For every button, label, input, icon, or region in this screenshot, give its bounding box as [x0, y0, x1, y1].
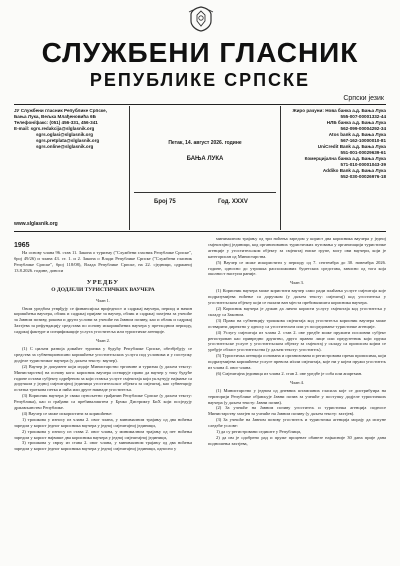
paragraph: (3) За учешће на Јавном позиву угоститељ и туристичка агенција морају да испуне следеће услове:	[208, 417, 386, 429]
paragraph: 2) трошкова у износу из става 2. овог члана, у минималном трајању од пет ноћења заредом у корист највише два корисника ваучера у једној смјештајној јединици,	[14, 428, 192, 440]
bank-accounts	[284, 108, 386, 180]
bank-account-line: Addiko Bank а.д. Бања Лука	[322, 168, 386, 173]
issue-year: Год. XXXV	[218, 199, 248, 205]
coat-of-arms-icon	[187, 6, 215, 32]
paragraph: (2) За учешће на Јавном позиву угоститељ и туристичка агенција подносе Министарству захтјев за учешће на Јавном позиву (у даљем тексту: захтјев).	[208, 405, 386, 417]
publisher-line: Бања Лука, Вељка Млађеновића 6Б	[14, 114, 96, 119]
issue-number-row	[134, 192, 276, 205]
right-column-body	[208, 236, 386, 447]
paragraph: (1) Министарство у једном од дневних штампаних гласила које се дистрибуира на територији Републике објављује Јавни позив за учешће у поступку додјеле туристичких ваучера (у даљем тексту: Јавни позив).	[208, 387, 386, 405]
paragraph: (5) Туристичка агенција основана и организована и регистрована према прописима, који подразумијева коришћење услуге превоза и/или смјештаја, које ни у којем пружи угоститељ из члана 4. овог члана.	[208, 353, 386, 371]
article-heading: Члан 1.	[95, 297, 111, 303]
bank-account-line: UniCredit Bank а.д. Бања Лука	[317, 144, 386, 149]
article-heading: Члан 2.	[95, 338, 111, 344]
paragraph: минималном трајању од три ноћења заредом у корист два корисника ваучера у једној смјештајној јединици, код организованих туристичких путовања у организацији туристичке агенције у угоститељском објекту за смјештај ниске групе, могу ови ваучери, који је категорисан од Министарства.	[208, 236, 386, 259]
left-column-body	[14, 298, 192, 453]
article-heading: Члан 3.	[289, 280, 305, 286]
issue-date: Петак, 14. август 2026. године	[168, 140, 242, 146]
paragraph: (2) Корисник ваучера је дужан да лично користи услугу смјештаја код угоститеља у складу са Законом.	[208, 305, 386, 317]
publisher-email[interactable]: sgrs.oglasi@slglasnik.org	[36, 132, 94, 137]
paragraph: (1) Корисник ваучера може користити ваучер само ради плаћања услуге смјештаја које подразумијева ноћење са доручком (у даљем тексту: смјештај) код угоститеља у угоститељском објекту који се налази ван мјеста пребивалишта корисника ваучера.	[208, 288, 386, 306]
language-label: Српски језик	[343, 95, 384, 102]
publisher-line: Телефон/факс: (051) 456-331, 456-341	[14, 120, 98, 125]
paragraph: Овом уредбом утврђују се финансијска вриједност и садржај ваучера, период и начин коришћења ваучера, облик и садржај пријаве за ваучер, облик и садржај захтјева за учешће за Јавном позиву, рокови и други услови за учешће на Јавном позиву, као и облик и садржај Захтјева за рефундацију средстава по основу искоришћених ваучера у претходном периоду, садржај фактуре и спецификације услуга угоститеља или туристичке агенције.	[14, 305, 192, 335]
paragraph: 1) да су регистровани седиште у Републици,	[216, 429, 302, 435]
paragraph: (5) Ваучер се може искористити у периоду од 7. септембра до 30. новембра 2026. године, односно до утрошка расположивих буџетских средстава, зависно од тога која околност наступи раније.	[208, 259, 386, 277]
gazette-title: СЛУЖБЕНИ ГЛАСНИК	[41, 37, 359, 68]
publisher-info	[14, 108, 126, 150]
gazette-subtitle: РЕПУБЛИКЕ СРПСКЕ	[89, 70, 311, 90]
bank-account-line: НЛБ банка а.д. Бања Лука	[326, 120, 386, 125]
publisher-email[interactable]: sgrs.online@slglasnik.org	[36, 144, 94, 149]
document-subtitle: О ДОДЈЕЛИ ТУРИСТИЧКИХ ВАУЧЕРА	[51, 286, 155, 293]
bank-account-line: Комерцијална банка а.д. Бања Лука	[304, 156, 386, 161]
document-preamble: На основу члана 96. став 11. Закона о туризму ("Службени гласник Републике Српске", број 49/26) и члана 43. ст. 1. и 2. Закона о Влади Републике Српске ("Службени гласник Републике Српске", број 118/08), Влада Републике Српске, на 22. сједници, одржаној 13.8.2026. године, доноси	[14, 250, 192, 273]
publisher-email[interactable]: sgrs.pretplata@slglasnik.org	[36, 138, 100, 143]
issue-city: БАЊА ЛУКА	[186, 156, 224, 162]
paragraph: 3) трошкова у сврху из става 2. овог члана, у минималном трајању од два ноћења заредом у корист једног корисника ваучера у једној смјештајној јединици, односно у	[14, 440, 192, 452]
left-column	[14, 250, 192, 452]
bank-account-line: 562-099-00004292-34	[340, 126, 386, 131]
paragraph: (3) Право на субвенцију трошкова смјештаја код угоститеља корисник ваучера може остварити директно у односу са угоститељем или уз посредовање туристичке агенције.	[208, 317, 386, 329]
paragraph: (4) Ваучер се може искористити за коришћење:	[22, 410, 113, 416]
bank-account-line: 555-007-00001332-44	[340, 114, 386, 119]
masthead-top-rule	[14, 104, 386, 105]
bank-account-line: Жиро рачуни: Нова банка а.д. Бања Лука	[292, 108, 386, 113]
paragraph: (6) Смјештајна јединица из члана 2. став 2. ове уредбе је соба или апартман.	[216, 370, 363, 376]
website-link[interactable]: www.slglasnik.org	[14, 221, 58, 227]
bank-account-line: 551-001-00029639-61	[340, 150, 386, 155]
paragraph: (3) Корисник ваучера је свако пунољетно грађанин Републике Српске (у даљем тексту: Република), као и грађани са пребивалиштем у Брчко Дистрикту БиХ који посједују држављанство Републике.	[14, 393, 192, 411]
paragraph: (2) Ваучер је документ који издаје Министарство трговине и туризма (у даљем тексту: Министарство) на основу кога: корисник ваучера остварује право да ваучер у току будуће године остави субјекту одређеном за који ставља услуге смјештаја који укључују најмање са доручком у једној смјештајној јединици угоститељског објекта за смјештај, као субвенцију остатка троткова петка и пића или друге накнаде угоститеља.	[14, 363, 192, 393]
issue-info	[129, 106, 281, 230]
paragraph: (4) Услугу смјештаја из члана 2. став 2. ове уредбе може пружити пословни субјект регистрован као привредно друштво, друго правно лице или предузетник који пружа угоститељске услуге у угоститељском објекту за смјештај у складу са прописом којим се уређује област угоститељства (у даљем тексту: угоститељ).	[208, 329, 386, 353]
paragraph: 2) да им је одобрено рад и пруже проценат обавезе најкасније 30 дана прије дана подношења захтјева,	[208, 435, 386, 446]
issue-number: Број 75	[154, 199, 176, 205]
bank-account-line: 571-010-00001043-39	[340, 162, 386, 167]
bank-account-line: 552-030-00026976-18	[340, 174, 386, 179]
bank-account-line: 567-162-10000010-81	[340, 138, 386, 143]
paragraph: 1) трошкова у износу из члана 2. овог члана, у минималном трајању од два ноћења заредом у корист једног корисника ваучера у једној смјештајној јединици,	[14, 416, 192, 428]
masthead-bottom-rule	[14, 231, 386, 232]
article-heading: Члан 4.	[289, 379, 305, 385]
right-column	[208, 236, 386, 447]
publisher-email[interactable]: E-mail: sgrs.redakcija@slglasnik.org	[14, 126, 95, 131]
document-number: 1965	[14, 242, 30, 249]
document-title: УРЕДБУ	[86, 278, 120, 286]
publisher-line: ЈУ Службени гласник Републике Српске,	[14, 108, 108, 113]
masthead	[14, 106, 386, 230]
paragraph: (1) С циљем развоја домаћег туризма у будућу Републике Српске, обезбјеђују се средства за субвенционисано коришћење угоститељских услуга под условима и у поступку додјеле туристичког ваучера (у даљем тексту: ваучер).	[14, 345, 192, 363]
bank-account-line: Atos bank а.д. Бања Лука	[328, 132, 386, 137]
